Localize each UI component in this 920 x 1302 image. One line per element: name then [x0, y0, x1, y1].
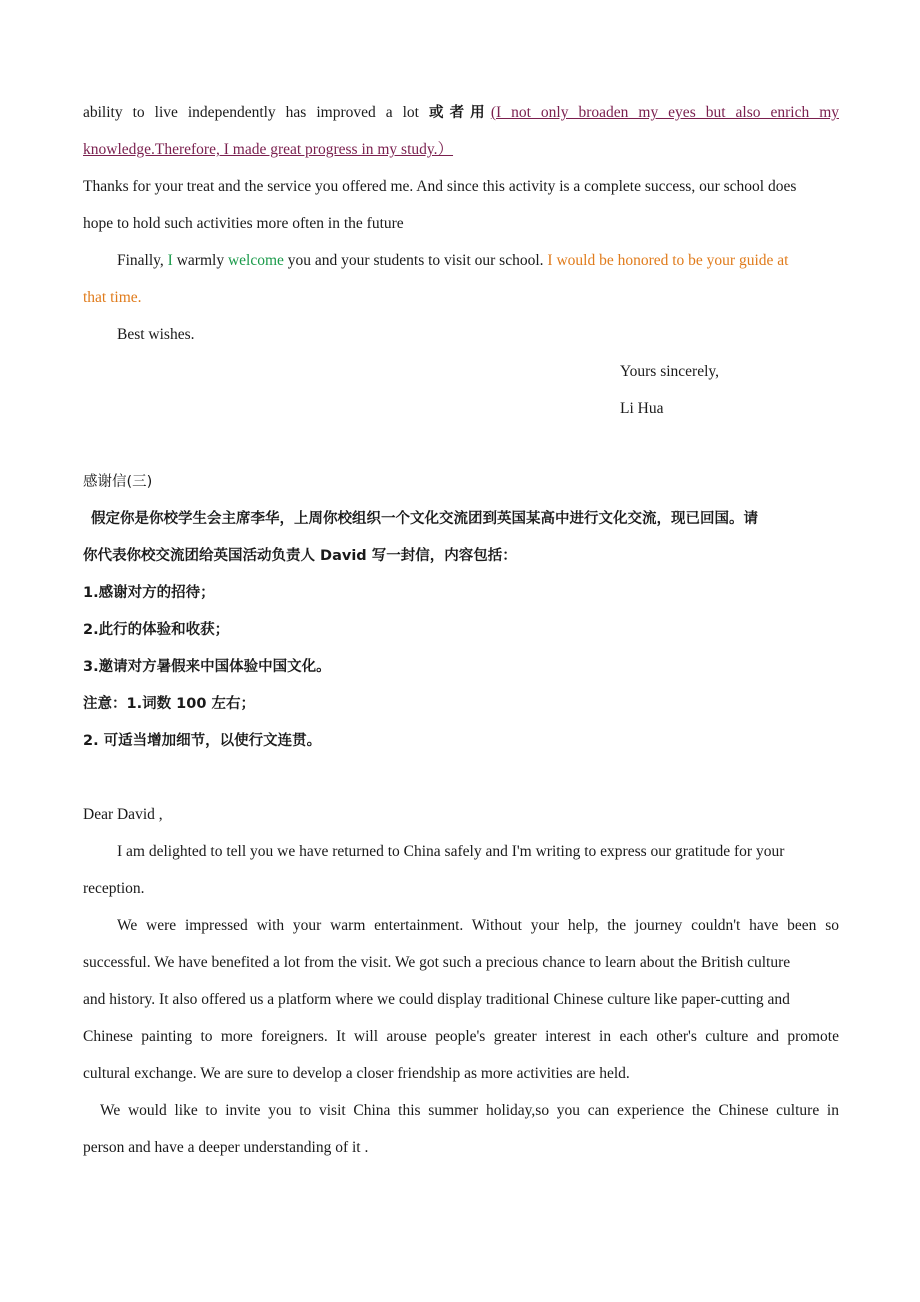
task-prompt-line-1: 假定你是你校学生会主席李华，上周你校组织一个文化交流团到英国某高中进行文化交流，现已回国。请: [91, 511, 758, 527]
task-prompt-line-2: 你代表你校交流团给英国活动负责人 David 写一封信，内容包括：: [83, 548, 517, 564]
task-note-1: 注意：1.词数 100 左右；: [83, 696, 255, 712]
letter2-p3-line-1: We would like to invite you to visit China this summer holiday,so you can experience the Chinese culture in: [100, 1102, 839, 1119]
letter2-p1-line-1: I am delighted to tell you we have returned to China safely and I'm writing to express our gratitude for your: [117, 843, 785, 860]
letter2-p2-line-1: We were impressed with your warm entertainment. Without your help, the journey couldn't have been so: [117, 917, 839, 934]
task-heading: 感谢信(三): [83, 474, 153, 490]
letter2-p2-line-4: Chinese painting to more foreigners. It will arouse people's greater interest in each other's culture and promote: [83, 1028, 839, 1045]
thanks-paragraph-line-2: hope to hold such activities more often in the future: [83, 215, 404, 232]
highlight-word: welcome: [227, 252, 284, 269]
letter1-line-2: [83, 139, 839, 161]
letter2-p2-line-5: cultural exchange. We are sure to develop a closer friendship as more activities are held.: [83, 1065, 630, 1082]
alt-note-label: 或者用: [428, 105, 491, 121]
letter2-p2-line-3: and history. It also offered us a platform where we could display traditional Chinese culture like paper-cutting and: [83, 991, 790, 1008]
body-text: you and your students to visit our school.: [283, 252, 548, 269]
finally-paragraph-line-1: [117, 250, 839, 272]
highlight-word: I: [167, 252, 173, 269]
alt-sentence-annotation: (I not only broaden my eyes but also enrich my: [490, 104, 839, 121]
task-note-2: 2. 可适当增加细节，以使行文连贯。: [83, 733, 322, 749]
signature: Li Hua: [620, 400, 664, 417]
thanks-paragraph-line-1: Thanks for your treat and the service you offered me. And since this activity is a complete success, our school does: [83, 178, 797, 195]
letter2-p2-line-2: successful. We have benefited a lot from the visit. We got such a precious chance to learn about the British culture: [83, 954, 791, 971]
letter2-p3-line-2: person and have a deeper understanding of it .: [83, 1139, 369, 1156]
task-point-3: 3.邀请对方暑假来中国体验中国文化。: [83, 659, 331, 675]
best-wishes: Best wishes.: [117, 326, 195, 343]
letter2-salutation: Dear David ,: [83, 806, 163, 823]
task-point-1: 1.感谢对方的招待；: [83, 585, 215, 601]
letter2-p1-line-2: reception.: [83, 880, 145, 897]
alt-sentence-annotation: knowledge.Therefore, I made great progress in my study.）: [83, 141, 454, 158]
finally-paragraph-line-2: that time.: [83, 289, 142, 306]
task-point-2: 2.此行的体验和收获；: [83, 622, 230, 638]
body-text: Finally,: [117, 252, 168, 269]
body-text: warmly: [172, 252, 228, 269]
closing: Yours sincerely,: [620, 363, 720, 380]
highlight-sentence: I would be honored to be your guide at: [547, 252, 789, 269]
body-text: ability to live independently has improved a lot: [83, 104, 429, 121]
letter1-line-1: [83, 102, 839, 124]
